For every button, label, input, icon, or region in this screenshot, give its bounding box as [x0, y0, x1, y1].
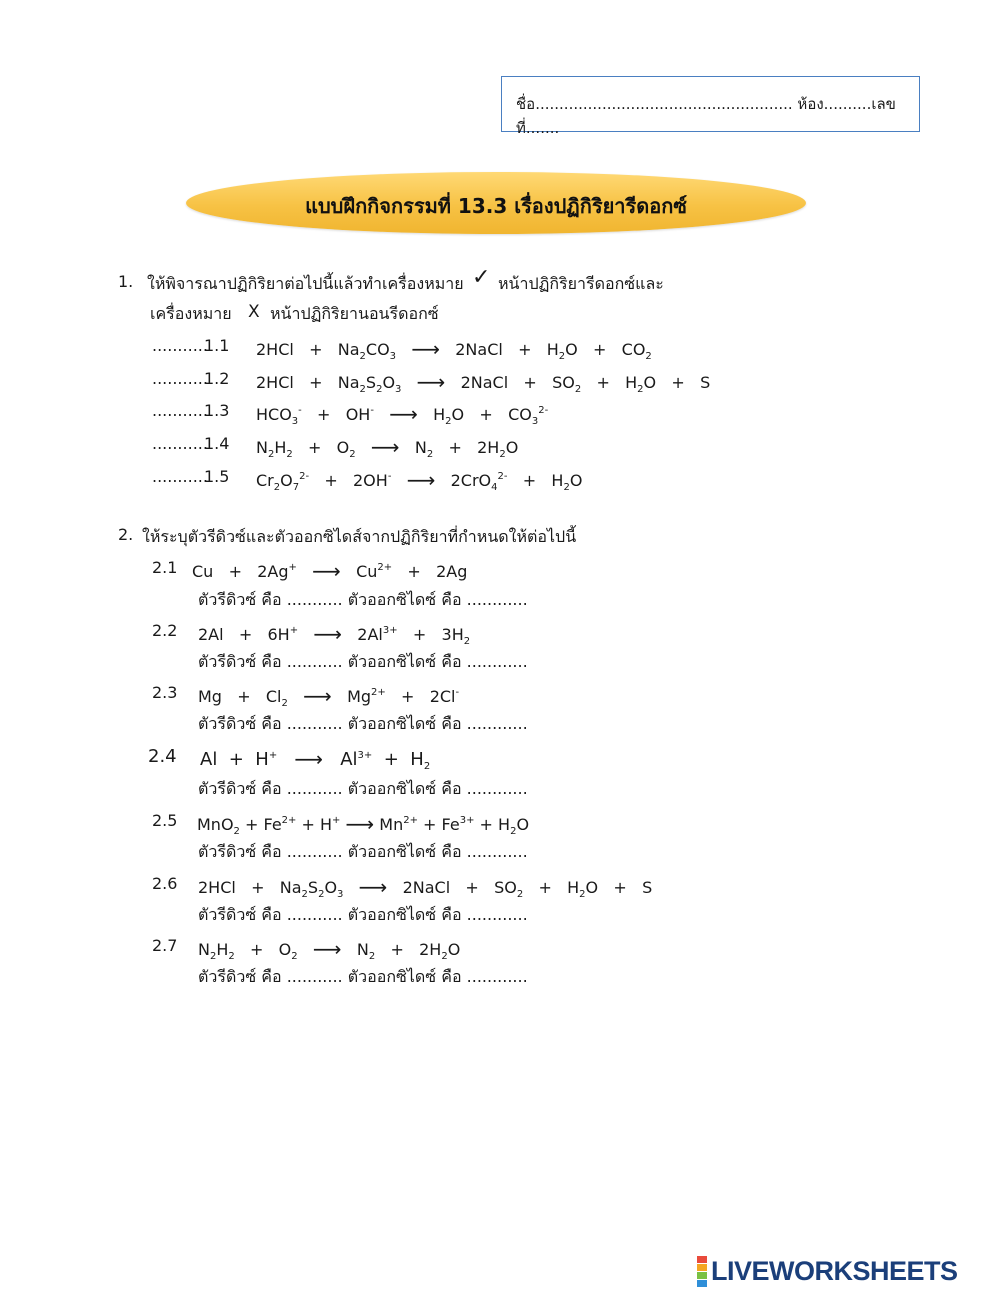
- equation: Cu + 2Ag+ ⟶ $Cu^{2+} + 2Ag$: [192, 559, 468, 583]
- equation: $2HCl + Na_2S_2O_3$ ⟶ 2NaCl + $SO_2 + H_2O + S$: [256, 370, 711, 395]
- equation: Al + H+ ⟶ $Al^{3+} + H_2$: [200, 747, 431, 772]
- answer-line[interactable]: ตัวรีดิวซ์ คือ ........... ตัวออกซิไดซ์ คือ ............: [198, 967, 528, 986]
- q1-text-a: ให้พิจารณาปฏิกิริยาต่อไปนี้แล้วทำเครื่องหมาย: [147, 274, 464, 293]
- q2-text: ให้ระบุตัวรีดิวซ์และตัวออกซิไดส์จากปฏิกิริยาที่กำหนดให้ต่อไปนี้: [142, 527, 577, 546]
- q2-item: [152, 874, 653, 900]
- item-number: 1.1: [204, 336, 230, 355]
- answer-blank[interactable]: ...........: [152, 467, 208, 486]
- q1-item: [152, 401, 549, 427]
- item-number: 2.2: [152, 621, 178, 640]
- x-mark-icon: X: [248, 302, 260, 322]
- equation: $N_2H_2 + O_2$ ⟶ $N_2 + 2H_2O$: [256, 435, 519, 460]
- answer-line[interactable]: ตัวรีดิวซ์ คือ ........... ตัวออกซิไดซ์ คือ ............: [198, 779, 528, 798]
- q2-number: 2.: [118, 525, 134, 544]
- equation: $HCO_3^- + OH^-$ ⟶ $H_2O + CO_3^{2-}$: [256, 402, 549, 427]
- title-banner: [186, 172, 806, 234]
- q1-text-b: หน้าปฏิกิริยารีดอกซ์และ: [498, 274, 664, 293]
- equation: $MnO_2 + Fe^{2+} + H^+$ ⟶ $Mn^{2+} + Fe^{3+} + H_2O$: [197, 812, 530, 837]
- answer-blank[interactable]: ...........: [152, 401, 208, 420]
- item-number: 2.1: [152, 558, 178, 577]
- q1-item: [152, 467, 583, 493]
- answer-line[interactable]: ตัวรีดิวซ์ คือ ........... ตัวออกซิไดซ์ คือ ............: [198, 842, 528, 861]
- answer-blank[interactable]: ...........: [152, 369, 208, 388]
- answer-blank[interactable]: ...........: [152, 434, 208, 453]
- equation: $2HCl + Na_2CO_3$ ⟶ 2NaCl + $H_2O + CO_2$: [256, 337, 652, 362]
- name-box: [501, 76, 920, 137]
- item-number: 1.4: [204, 434, 230, 453]
- q2-item: [152, 683, 460, 709]
- answer-blank[interactable]: ...........: [152, 336, 208, 355]
- logo-mark-icon: [697, 1256, 707, 1287]
- q1-number: 1.: [118, 272, 134, 291]
- q2-item: [148, 746, 431, 772]
- q2-item: [152, 621, 471, 647]
- liveworksheets-logo: [697, 1254, 958, 1288]
- check-icon: ✓: [472, 265, 491, 290]
- page-title: แบบฝึกกิจกรรมที่ 13.3 เรื่องปฏิกิริยารีดอกซ์: [305, 194, 687, 218]
- item-number: 2.7: [152, 936, 178, 955]
- answer-line[interactable]: ตัวรีดิวซ์ คือ ........... ตัวออกซิไดซ์ คือ ............: [198, 714, 528, 733]
- item-number: 2.4: [148, 746, 177, 767]
- item-number: 1.2: [204, 369, 230, 388]
- item-number: 1.3: [204, 401, 230, 420]
- logo-text: LIVEWORKSHEETS: [711, 1255, 958, 1286]
- equation: 2Al + 6H+ ⟶ $2Al^{3+} + 3H_2$: [198, 622, 471, 647]
- answer-line[interactable]: ตัวรีดิวซ์ คือ ........... ตัวออกซิไดซ์ คือ ............: [198, 905, 528, 924]
- answer-line[interactable]: ตัวรีดิวซ์ คือ ........... ตัวออกซิไดซ์ คือ ............: [198, 590, 528, 609]
- equation: $N_2H_2 + O_2$ ⟶ $N_2 + 2H_2O$: [198, 937, 461, 962]
- item-number: 2.3: [152, 683, 178, 702]
- q1-item: [152, 336, 652, 362]
- name-line: ชื่อ...................................................... ห้อง..........เลขที่.......: [516, 95, 896, 137]
- item-number: 2.5: [152, 811, 178, 830]
- q1-text-c: เครื่องหมาย: [150, 304, 232, 323]
- item-number: 1.5: [204, 467, 230, 486]
- item-number: 2.6: [152, 874, 178, 893]
- equation: $2HCl + Na_2S_2O_3$ ⟶ 2NaCl + $SO_2 + H_2O + S$: [198, 875, 653, 900]
- q1-text-d: หน้าปฏิกิริยานอนรีดอกซ์: [270, 304, 439, 323]
- q2-item: [152, 558, 468, 583]
- answer-line[interactable]: ตัวรีดิวซ์ คือ ........... ตัวออกซิไดซ์ คือ ............: [198, 652, 528, 671]
- equation: $Mg + Cl_2$ ⟶ $Mg^{2+} + 2Cl^-$: [198, 684, 460, 709]
- q1-item: [152, 434, 519, 460]
- equation: $Cr_2O_7^{2-} + 2OH^-$ ⟶ $2CrO_4^{2-} + H_2O$: [256, 468, 583, 493]
- q1-item: [152, 369, 711, 395]
- q2-item: [152, 811, 530, 837]
- q2-item: [152, 936, 461, 962]
